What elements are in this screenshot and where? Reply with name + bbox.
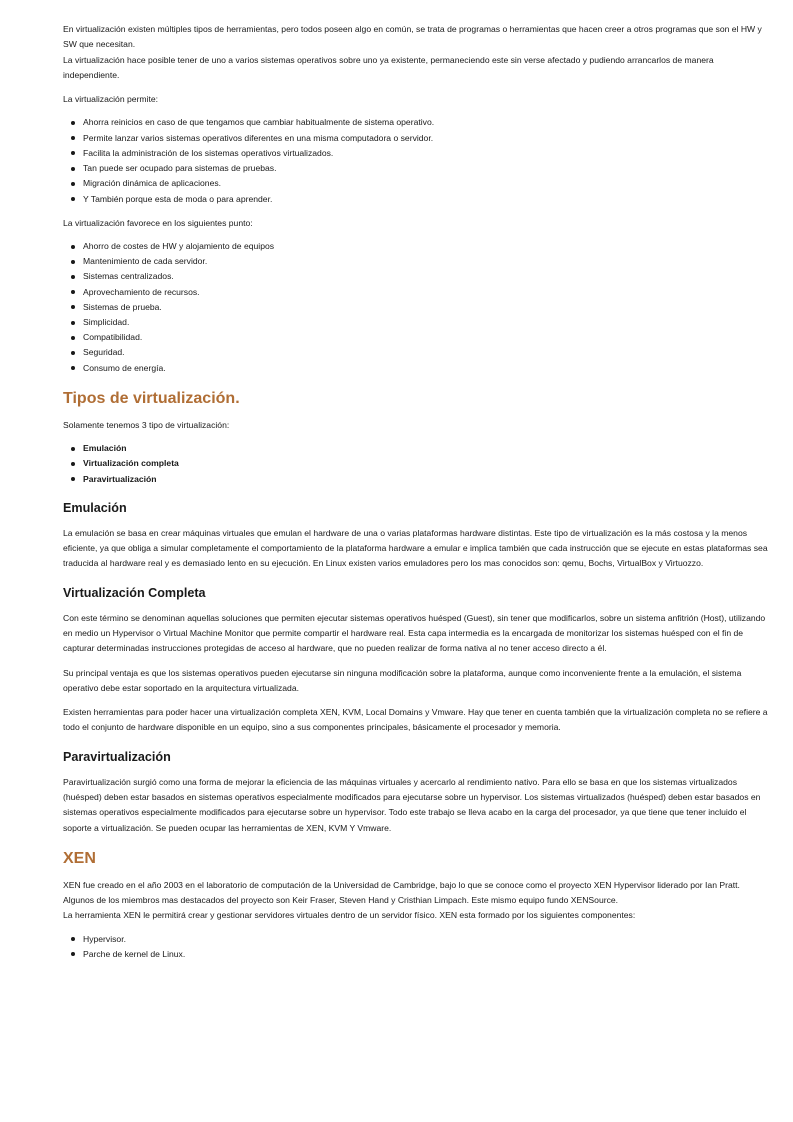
list-item: Paravirtualización xyxy=(83,472,769,487)
para-heading: Paravirtualización xyxy=(63,749,171,764)
emulacion-heading: Emulación xyxy=(63,500,127,515)
list-item: Sistemas de prueba. xyxy=(83,300,769,315)
completa-paragraph-2: Su principal ventaja es que los sistemas operativos pueden ejecutarse sin ninguna modificación sobre la plataforma, aunque como inconveniente frente a la emulación, el sistema operativo debe estar soportado en la arquitectura virtualizada. xyxy=(63,667,742,693)
xen-heading: XEN xyxy=(63,849,96,867)
list-item: Ahorra reinicios en caso de que tengamos que cambiar habitualmente de sistema operativo. xyxy=(83,115,769,130)
list-item: Aprovechamiento de recursos. xyxy=(83,285,769,300)
completa-paragraph-1: Con este término se denominan aquellas soluciones que permiten ejecutar sistemas operativos huésped (Guest), sin tener que modificarlos, sobre un sistema anfitrión (Host), utilizando en medio un Hypervisor o Virtual Machine Monitor que permite compartir el hardware real. Esta capa intermedia es la encargada de monitorizar los sistemas huésped con el fin de capturar determinadas instrucciones protegidas de acceso al hardware, que no pueden realizar de forma nativa al no tener acceso directo a él. xyxy=(63,612,766,654)
para-paragraph: Paravirtualización surgió como una forma de mejorar la eficiencia de las máquinas virtuales y acercarlo al rendimiento nativo. Para ello se basa en que los sistemas virtualizados (huésped) deben estar basados en sistemas operativos especialmente modificados para ejecutarse sobre un hypervisor. Los sistemas virtualizados (huésped) deben estar basados en sistemas operativos especialmente modificados para ejecutarse sobre un hypervisor. Todo este trabajo se lleva acabo en la carga del procesador, ya que tiene que tener incluido el soporte a virtualización. Se pueden ocupar las herramientas de XEN, KVM Y Vmware. xyxy=(63,776,761,833)
favorece-label: La virtualización favorece en los siguientes punto: xyxy=(63,217,253,228)
list-item: Facilita la administración de los sistemas operativos virtualizados. xyxy=(83,146,769,161)
list-item: Seguridad. xyxy=(83,345,769,360)
list-item: Simplicidad. xyxy=(83,315,769,330)
permite-label: La virtualización permite: xyxy=(63,94,159,105)
list-item: Tan puede ser ocupado para sistemas de pruebas. xyxy=(83,161,769,176)
list-item: Sistemas centralizados. xyxy=(83,269,769,284)
list-item: Permite lanzar varios sistemas operativos diferentes en una misma computadora o servidor. xyxy=(83,131,769,146)
completa-heading: Virtualización Completa xyxy=(63,585,206,600)
list-item: Parche de kernel de Linux. xyxy=(83,947,769,962)
list-item: Hypervisor. xyxy=(83,932,769,947)
tipos-list xyxy=(63,441,769,487)
tipos-heading: Tipos de virtualización. xyxy=(63,389,240,407)
completa-paragraph-3: Existen herramientas para poder hacer una virtualización completa XEN, KVM, Local Domains y Vmware. Hay que tener en cuenta también que la virtualización completa no se refiere a todo el conjunto de hardware disponible en un equipo, sino a sus componentes principales, básicamente el procesador y memoria. xyxy=(63,707,768,733)
favorece-list xyxy=(63,239,769,376)
intro-paragraph-1: En virtualización existen múltiples tipos de herramientas, pero todos poseen algo en común, se trata de programas o herramientas que hacen creer a otros programas que son el HW y SW que necesitan. xyxy=(63,24,762,50)
xen-paragraph-1: XEN fue creado en el año 2003 en el laboratorio de computación de la Universidad de Cambridge, bajo lo que se conoce como el proyecto XEN Hypervisor liderado por Ian Pratt. Algunos de los miembros mas destacados del proyecto son Keir Fraser, Steven Hand y Cristhian Limpach. Este mismo equipo fundo XENSource. xyxy=(63,879,740,906)
list-item: Y También porque esta de moda o para aprender. xyxy=(83,192,769,207)
list-item: Consumo de energía. xyxy=(83,361,769,376)
list-item: Ahorro de costes de HW y alojamiento de equipos xyxy=(83,239,769,254)
intro-paragraph-2: La virtualización hace posible tener de uno a varios sistemas operativos sobre uno ya existente, permaneciendo este sin verse afectado y pudiendo arrancarlos de manera independiente. xyxy=(63,54,714,80)
tipos-intro: Solamente tenemos 3 tipo de virtualización: xyxy=(63,419,230,430)
list-item: Virtualización completa xyxy=(83,456,769,471)
emulacion-paragraph: La emulación se basa en crear máquinas virtuales que emulan el hardware de una o varias plataformas hardware distintas. Este tipo de virtualización es la más costosa y la menos eficiente, ya que obliga a simular completamente el comportamiento de la plataforma hardware a emular e implica también que cada instrucción que se ejecute en estas plataformas sea traducida al hardware real y es demasiado lento en su ejecución. En Linux existen varios emuladores pero los mas conocidos son: qemu, Bochs, VirtualBox y Virtuozzo. xyxy=(63,527,768,569)
list-item: Emulación xyxy=(83,441,769,456)
list-item: Mantenimiento de cada servidor. xyxy=(83,254,769,269)
xen-paragraph-2: La herramienta XEN le permitirá crear y gestionar servidores virtuales dentro de un servidor físico. XEN esta formado por los siguientes componentes: xyxy=(63,910,636,921)
list-item: Compatibilidad. xyxy=(83,330,769,345)
permite-list xyxy=(63,115,769,206)
xen-list xyxy=(63,932,769,962)
list-item: Migración dinámica de aplicaciones. xyxy=(83,176,769,191)
